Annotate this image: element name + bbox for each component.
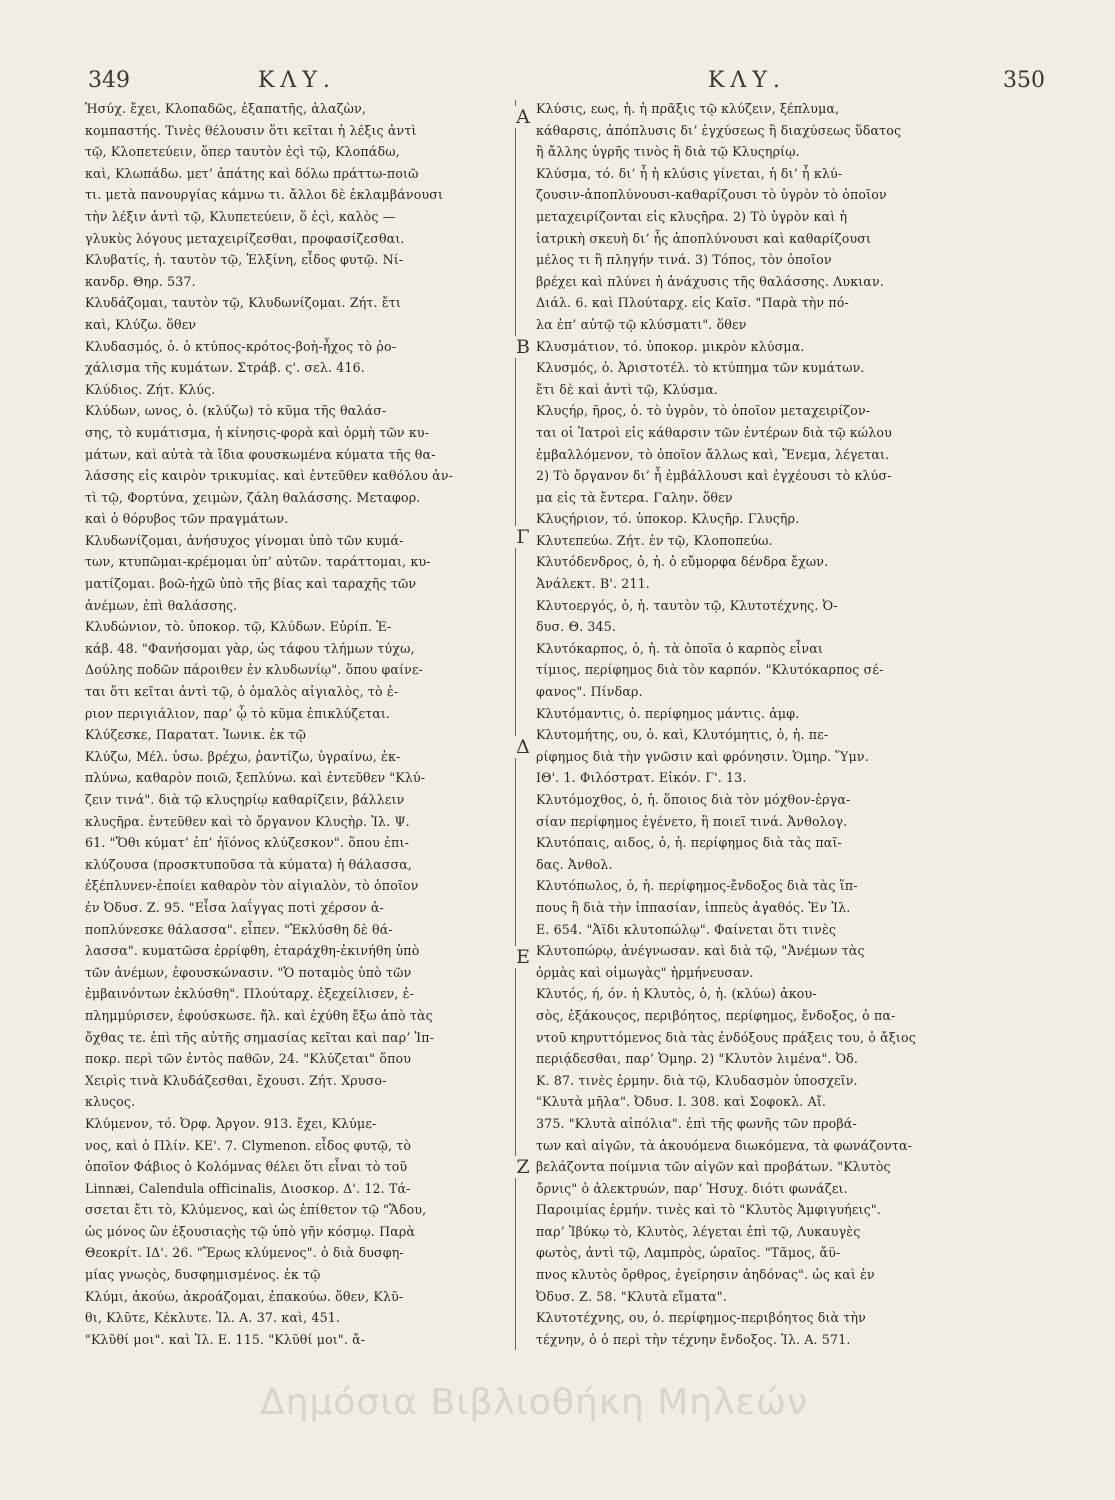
text-line: παρ’ Ἰβύκῳ τὸ, Κλυτὸς, λέγεται ἐπὶ τῷ, Λυκαυγὲς: [536, 1223, 861, 1239]
text-line: Κλυςήρ, ῆρος, ὁ. τὸ ὑγρὸν, τὸ ὁποῖον μεταχειρίζον-: [536, 403, 871, 419]
text-line: τῶν ἀνέμων, ἐφουσκώνασιν. "Ὁ ποταμὸς ὑπὸ τῶν: [85, 964, 412, 980]
text-line: των καὶ αἰγῶν, τὰ ἀκουόμενα διωκόμενα, τὰ φωνάζοντα-: [536, 1137, 913, 1153]
text-line: ποπλύνεσκε θάλασσα". εἶπεν. "Ἐκλύσθη δὲ θά-: [85, 921, 393, 937]
text-line: περιᾴδεσθαι, παρ’ Ὁμηρ. 2) "Κλυτὸν λιμένα". Ὀδ.: [536, 1051, 859, 1067]
right-running-title: ΚΛΥ.: [708, 68, 786, 93]
text-line: Κλυτοπώρῳ, ἀνέγνωσαν. καὶ διὰ τῷ, "Ἀνέμων τὰς: [536, 943, 865, 959]
text-line: τέχνην, ὁ ὁ περὶ τὴν τέχνην ἔνδοξος. Ἰλ. Α. 571.: [536, 1331, 851, 1347]
text-line: [85, 1350, 505, 1353]
text-line: ματίζομαι. βοῶ-ἠχῶ ὑπὸ τῆς βίας καὶ ταραχῆς τῶν: [85, 576, 417, 592]
text-line: δας. Ἀνθολ.: [536, 856, 613, 872]
text-line: 61. "Ὅθι κύματ’ ἐπ’ ἠϊόνος κλύζεσκον". ὅπου ἐπι-: [85, 835, 409, 851]
text-line: Ὀδυσ. Ζ. 58. "Κλυτὰ εἵματα".: [536, 1288, 727, 1304]
section-mark-epsilon: Ε: [512, 946, 534, 968]
text-line: ριον περιγιάλιον, παρ’ ᾧ τὸ κῦμα ἐπικλύζεται.: [85, 705, 391, 721]
text-line: κάβ. 48. "Φανήσομαι γὰρ, ὡς τάφου τλήμων τύχω,: [85, 640, 415, 656]
text-line: ἐν Ὀδυσ. Ζ. 95. "Εἶσα λαΐγγας ποτὶ χέρσον ἀ-: [85, 899, 384, 915]
left-running-title: ΚΛΥ.: [258, 68, 336, 93]
text-line: λα ἐπ’ αὐτῷ τῷ κλύσματι". ὅθεν: [536, 316, 747, 332]
right-column: [536, 98, 961, 1353]
text-line: των, κτυπῶμαι-κρέμομαι ὑπ’ αὐτῶν. ταράττομαι, κυ-: [85, 554, 431, 570]
text-line: Linnæi, Calendula officinalis, Διοσκορ. Δ'. 12. Τά-: [85, 1180, 411, 1196]
text-line: ποκρ. περὶ τῶν ἐντὸς παθῶν, 24. "Κλύζεται" ὅπου: [85, 1051, 412, 1067]
text-line: Κλυτόμαντις, ὁ. περίφημος μάντις. ἀμφ.: [536, 705, 800, 721]
text-line: Κλυδάζομαι, ταυτὸν τῷ, Κλυδωνίζομαι. Ζήτ. ἔτι: [85, 295, 401, 311]
text-line: τῷ, Κλοπετεύειν, ὅπερ ταυτὸν ἐςὶ τῷ, Κλοπάδω,: [85, 144, 400, 160]
text-line: πνος κλυτὸς ὄρθρος, ἐγείρησιν ἀηδόνας". ὡς καὶ ἐν: [536, 1267, 875, 1283]
text-line: τίμιος, περίφημος διὰ τὸν καρπόν. "Κλυτόκαρπος σέ-: [536, 662, 884, 678]
text-line: ὄχθας τε. ἐπὶ τῆς αὐτῆς σημασίας κεῖται καὶ παρ’ Ἱπ-: [85, 1029, 435, 1045]
text-line: Κλυτοεργός, ὁ, ἡ. ταυτὸν τῷ, Κλυτοτέχνης. Ὀ-: [536, 597, 838, 613]
text-line: Ε. 654. "Ἀϊδι κλυτοπώλῳ". Φαίνεται ὅτι τινὲς: [536, 921, 837, 937]
text-line: ται ὅτι κεῖται ἀντὶ τῷ, ὁ ὁμαλὸς αἰγιαλὸς, τὸ ἐ-: [85, 684, 399, 700]
text-line: καὶ ὁ θόρυβος τῶν πραγμάτων.: [85, 511, 289, 527]
left-column: [85, 98, 505, 1353]
text-line: σης, τὸ κυμάτισμα, ἡ κίνησις-φορὰ καὶ ὁρμὴ τῶν κυ-: [85, 424, 430, 440]
text-line: Κλυτόπαις, αιδος, ὁ, ἡ. περίφημος διὰ τὰς παῖ-: [536, 835, 842, 851]
text-line: κλύζουσα (προσκτυποῦσα τὰ κύματα) ἡ θάλασσα,: [85, 856, 413, 872]
text-line: ἐμβαινόντων ἐκλύσθη". Πλούταρχ. ἐξεχείλισεν, ἐ-: [85, 986, 415, 1002]
text-line: κλυςος.: [85, 1094, 136, 1110]
text-line: πους ἢ διὰ τὴν ἱππασίαν, ἱππεὺς ἀγαθός. Ἐν Ἰλ.: [536, 899, 851, 915]
text-line: τὶ τῷ, Φορτύνα, χειμὼν, ζάλη θαλάσσης. Μεταφορ.: [85, 489, 421, 505]
section-mark-delta: Δ: [512, 736, 534, 758]
text-line: Ἀνάλεκτ. Β'. 211.: [536, 576, 650, 592]
text-line: Κλύδιος. Ζήτ. Κλύς.: [85, 381, 216, 397]
text-line: Κλυσμάτιον, τό. ὑποκορ. μικρὸν κλύσμα.: [536, 338, 805, 354]
text-line: ὄρνις" ὁ ἀλεκτρυών, παρ’ Ἡσυχ. διότι φωνάζει.: [536, 1180, 848, 1196]
text-line: Κλύσμα, τό. δι’ ἧ ἡ κλύσις γίνεται, ἡ δι’ ἧ κλύ-: [536, 165, 843, 181]
text-line: 375. "Κλυτὰ αἰπόλια". ἐπὶ τῆς φωνῆς τῶν προβά-: [536, 1115, 857, 1131]
text-line: [536, 1350, 961, 1353]
text-line: βελάζοντα ποίμνια τῶν αἰγῶν καὶ προβάτων. "Κλυτὸς: [536, 1159, 891, 1175]
text-line: ἐξέπλυνεν-ἐποίει καθαρὸν τὸν αἰγιαλὸν, τὸ ὁποῖον: [85, 878, 419, 894]
text-line: Κλυτόδενδρος, ὁ, ἡ. ὁ εὔμορφα δένδρα ἔχων.: [536, 554, 829, 570]
text-line: πλύνω, καθαρὸν ποιῶ, ξεπλύνω. καὶ ἐντεῦθεν "Κλύ-: [85, 770, 426, 786]
text-line: ἢ ἄλλης ὑγρῆς τινὸς ἢ διὰ τῷ Κλυςηρίῳ.: [536, 144, 800, 160]
library-watermark: Δημόσια Βιβλιοθήκη Μηλεών: [260, 1382, 809, 1423]
text-line: χάλισμα τῆς κυμάτων. Στράβ. ς'. σελ. 416.: [85, 360, 365, 376]
text-line: Κλύμενον, τό. Ὀρφ. Ἀργον. 913. ἔχει, Κλύμε-: [85, 1115, 377, 1131]
text-line: καὶ, Κλωπάδω. μετ’ ἀπάτης καὶ δόλω πράττω-ποιῶ: [85, 165, 419, 181]
text-line: Κλυςήριον, τό. ὑποκορ. Κλυςῆρ. Γλυςῆρ.: [536, 511, 800, 527]
text-line: Κλυτόκαρπος, ὁ, ἡ. τὰ ὁποῖα ὁ καρπὸς εἶναι: [536, 640, 823, 656]
text-line: δυσ. Θ. 345.: [536, 619, 617, 635]
text-line: λάσσης εἰς καιρὸν τρικυμίας. καὶ ἐντεῦθεν καθόλου ἀν-: [85, 468, 454, 484]
text-line: Κλύζεσκε, Παρατατ. Ἰωνικ. ἐκ τῷ: [85, 727, 307, 743]
text-line: ΙΘ'. 1. Φιλόστρατ. Εἰκόν. Γ'. 13.: [536, 770, 747, 786]
text-line: Κλυτοτέχνης, ου, ὁ. περίφημος-περιβόητος διὰ τὴν: [536, 1310, 866, 1326]
text-line: ἀνέμων, ἐπὶ θαλάσσης.: [85, 597, 238, 613]
text-line: ἰατρικὴ σκευὴ διʼ ἧς ἀποπλύνουσι καὶ καθαρίζουσι: [536, 230, 872, 246]
text-line: Κλυδασμός, ὁ. ὁ κτύπος-κρότος-βοὴ-ἦχος τὸ ῥο-: [85, 338, 397, 354]
text-line: θι, Κλῦτε, Κέκλυτε. Ἰλ. Α. 37. καὶ, 451.: [85, 1310, 341, 1326]
text-line: τι. μετὰ πανουργίας κάμνω τι. ἄλλοι δὲ ἐκλαμβάνουσι: [85, 187, 444, 203]
text-line: Κλυσμός, ὁ. Ἀριστοτέλ. τὸ κτύπημα τῶν κυμάτων.: [536, 360, 865, 376]
text-line: 2) Τὸ ὄργανον δι’ ἧ ἐμβάλλουσι καὶ ἐγχέουσι τὸ κλύσ-: [536, 468, 892, 484]
text-line: φανος". Πίνδαρ.: [536, 684, 643, 700]
text-line: ἐμβαλλόμενον, τὸ ὁποῖον ἄλλως καὶ, Ἔνεμα, λέγεται.: [536, 446, 890, 462]
text-line: Κλυτόπωλος, ὁ, ἡ. περίφημος-ἔνδοξος διὰ τὰς ἵπ-: [536, 878, 858, 894]
text-line: κλυςῆρα. ἐντεῦθεν καὶ τὸ ὄργανον Κλυςὴρ. Ἰλ. Ψ.: [85, 813, 410, 829]
text-line: Κλυτόμοχθος, ὁ, ἡ. ὅποιος διὰ τὸν μόχθον-ἐργα-: [536, 792, 851, 807]
text-line: κανδρ. Θηρ. 537.: [85, 273, 196, 289]
text-line: ρίφημος διὰ τὴν γνῶσιν καὶ φρόνησιν. Ὁμηρ. Ὕμν.: [536, 748, 869, 764]
text-line: Χειρὶς τινὰ Κλυδάζεσθαι, ἔχουσι. Ζήτ. Χρυσο-: [85, 1072, 387, 1088]
text-line: ζειν τινά". διὰ τῷ κλυςηρίῳ καθαρίζειν, βάλλειν: [85, 792, 405, 807]
text-line: "Κλῦθί μοι". καὶ Ἰλ. Ε. 115. "Κλῦθί μοι". ἄ-: [85, 1331, 366, 1347]
section-mark-beta: Β: [512, 336, 534, 358]
text-line: Κλύδων, ωνος, ὁ. (κλύζω) τὸ κῦμα τῆς θαλάσ-: [85, 403, 387, 419]
text-line: σίαν περίφημος ἐγένετο, ἢ ποιεῖ τινά. Ἀνθολογ.: [536, 813, 848, 829]
text-line: Κλυδώνιον, τὸ. ὑποκορ. τῷ, Κλύδων. Εὐρίπ. Ἑ-: [85, 619, 392, 635]
section-mark-zeta: Ζ: [512, 1156, 534, 1178]
text-line: βρέχει καὶ πλύνει ἡ ἀνάχυσις τῆς θαλάσσης. Λυκιαν.: [536, 273, 884, 289]
text-line: σσεται ἔτι τὸ, Κλύμενος, καὶ ὡς ἐπίθετον τῷ "Ἅδου,: [85, 1202, 427, 1218]
text-line: ται οἱ Ἰατροὶ εἰς κάθαρσιν τῶν ἐντέρων διὰ τῷ κώλου: [536, 424, 892, 440]
text-line: "Κλυτὰ μῆλα". Ὀδυσ. Ι. 308. καὶ Σοφοκλ. Αἴ.: [536, 1094, 827, 1110]
text-line: Κλυτεπεύω. Ζήτ. ἐν τῷ, Κλοποπεύω.: [536, 532, 773, 548]
text-line: μα εἰς τὰ ἔντερα. Γαλην. ὅθεν: [536, 489, 733, 505]
text-line: Ἡσύχ. ἔχει, Κλοπαδῶς, ἐξαπατῆς, ἀλαζὼν,: [85, 101, 367, 116]
text-line: ὡς μόνος ὢν ἐξουσιαςὴς τῷ ὑπὸ γῆν κόσμῳ. Παρὰ: [85, 1223, 416, 1239]
section-mark-gamma: Γ: [512, 526, 534, 548]
text-line: Διάλ. 6. καὶ Πλούταρχ. εἰς Καῖσ. "Παρὰ τὴν πό-: [536, 295, 849, 311]
text-line: Κλυδωνίζομαι, ἀνήσυχος γίνομαι ὑπὸ τῶν κυμά-: [85, 532, 404, 548]
text-line: Κλυτός, ή, όν. ἡ Κλυτὸς, ὁ, ἡ. (κλύω) ἀκου-: [536, 986, 817, 1002]
text-line: Κ. 87. τινὲς ἑρμην. διὰ τῷ, Κλυδασμὸν ὑποσχεῖν.: [536, 1072, 858, 1088]
right-page-number: 350: [1003, 68, 1045, 93]
text-line: τὴν λέξιν ἀντὶ τῷ, Κλυπετεύειν, ὅ ἐςὶ, καλὸς —: [85, 208, 396, 224]
text-line: μέλος τι ἢ πληγήν τινά. 3) Τόπος, τὸν ὁποῖον: [536, 252, 832, 268]
text-line: καὶ, Κλύζω. ὅθεν: [85, 316, 197, 332]
text-line: μάτων, καὶ αὐτὰ τὰ ἴδια φουσκωμένα κύματα τῆς θα-: [85, 446, 436, 462]
text-line: Θεοκρίτ. ΙΔ'. 26. "Ἔρως κλύμενος". ὁ διὰ δυσφη-: [85, 1245, 404, 1261]
text-line: Δούλης ποδῶν πάροιθεν ἐν κλυδωνίῳ". ὅπου φαίνε-: [85, 662, 424, 678]
text-line: Κλύσις, εως, ἡ. ἡ πρᾶξις τῷ κλύζειν, ξέπλυμα,: [536, 101, 840, 116]
text-line: γλυκὺς λόγους μεταχειρίζεσθαι, προφασίζεσθαι.: [85, 230, 405, 246]
text-line: ζουσιν-ἀποπλύνουσι-καθαρίζουσι τὸ ὑγρὸν τὸ ὁποῖον: [536, 187, 887, 203]
text-line: νος, καὶ ὁ Πλίν. ΚΕ'. 7. Clymenon. εἶδος φυτῷ, τὸ: [85, 1137, 412, 1153]
text-line: μεταχειρίζονται εἰς κλυςῆρα. 2) Τὸ ὑγρὸν καὶ ἡ: [536, 208, 848, 224]
text-line: Κλυβατίς, ἡ. ταυτὸν τῷ, Ἑλξίνη, εἶδος φυτῷ. Νί-: [85, 252, 404, 268]
text-line: κομπαστής. Τινὲς θέλουσιν ὅτι κεῖται ἡ λέξις ἀντὶ: [85, 122, 417, 138]
section-mark-alpha: Α: [512, 106, 534, 128]
text-line: λασσα". κυματῶσα ἐρρίφθη, ἐταράχθη-ἐκινήθη ὑπὸ: [85, 943, 420, 959]
text-line: Κλύζω, Μέλ. ὑσω. βρέχω, ῥαντίζω, ὑγραίνω, ἐκ-: [85, 748, 401, 764]
text-line: σὸς, ἐξάκουςος, περιβόητος, περίφημος, ἔνδοξος, ὁ πα-: [536, 1007, 896, 1023]
text-line: ὁρμὰς καὶ οἰμωγὰς" ἡρμήνευσαν.: [536, 964, 754, 980]
text-line: φωτὸς, ἀντὶ τῷ, Λαμπρὸς, ὡραῖος. "Τᾶμος, ἄϋ-: [536, 1245, 841, 1261]
text-line: ἔτι δὲ καὶ ἀντὶ τῷ, Κλύσμα.: [536, 381, 719, 397]
text-line: ντοῦ κηρυττόμενος διὰ τὰς ἐνδόξους πράξεις του, ὁ ἄξιος: [536, 1029, 916, 1045]
text-line: Παροιμίας ἑρμήν. τινὲς καὶ τὸ "Κλυτὸς Ἀμφιγυήεις".: [536, 1202, 881, 1218]
left-page-number: 349: [88, 68, 130, 93]
text-line: πλημμύρισεν, ἐφούσκωσε. ἤλ. καὶ ἐχύθη ἔξω ἀπὸ τὰς: [85, 1007, 433, 1023]
text-line: Κλυτομήτης, ου, ὁ. καὶ, Κλυτόμητις, ὁ, ἡ. πε-: [536, 727, 829, 743]
text-line: μίας γνωςὸς, δυσφημισμένος. ἐκ τῷ: [85, 1267, 321, 1283]
text-line: ὁποῖον Φάβιος ὁ Κολόμνας θέλει ὅτι εἶναι τὸ τοῦ: [85, 1159, 408, 1175]
text-line: Κλύμι, ἀκούω, ἀκροάζομαι, ἐπακούω. ὅθεν, Κλῦ-: [85, 1288, 404, 1304]
text-line: κάθαρσις, ἀπόπλυσις διʼ ἐγχύσεως ἢ διαχύσεως ὕδατος: [536, 122, 902, 138]
